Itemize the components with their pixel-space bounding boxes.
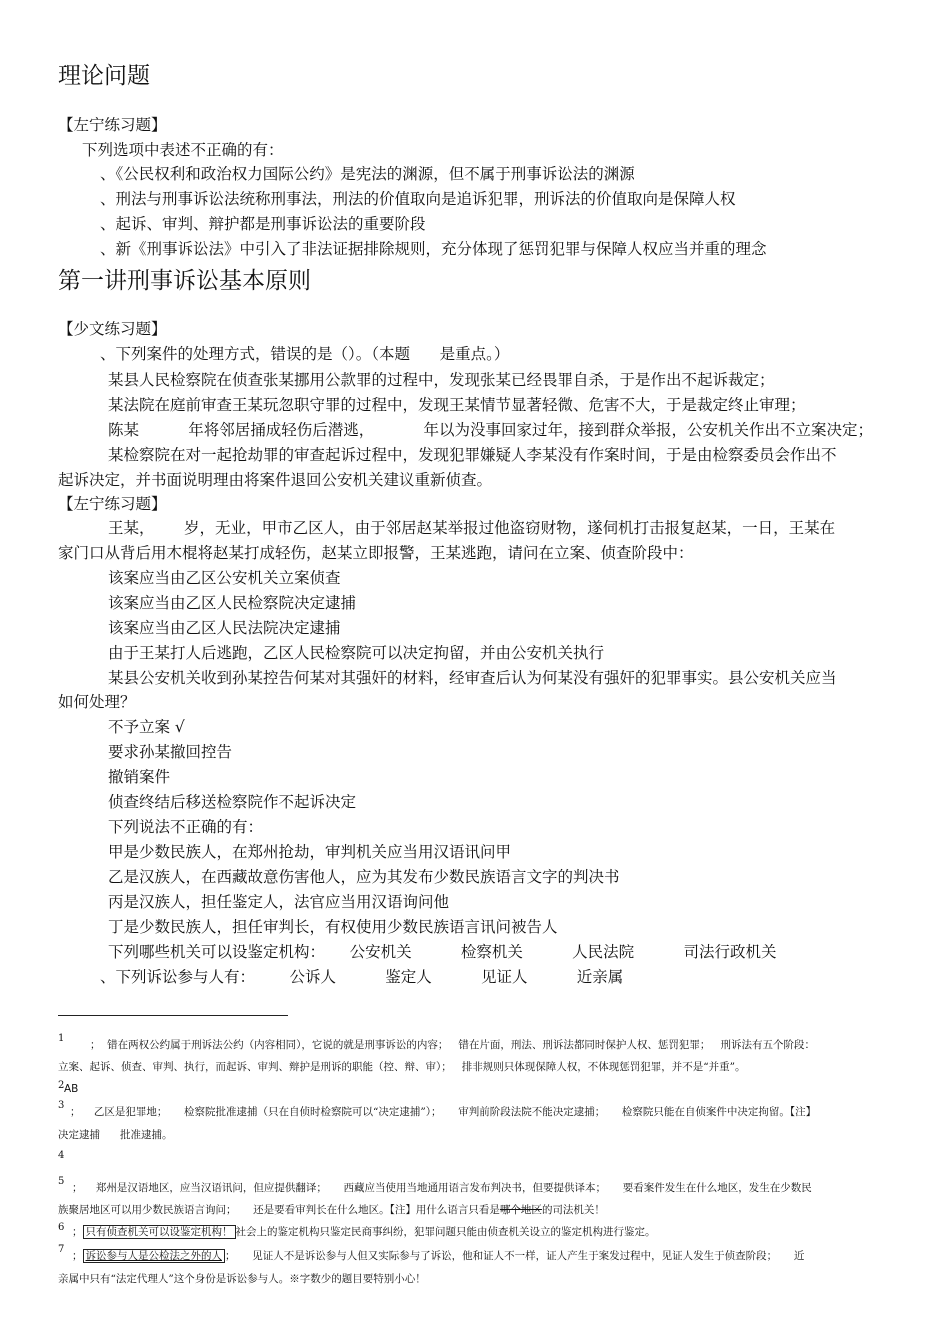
question-text: 、下列案件的处理方式，错误的是（）。（本题 是重点。） xyxy=(100,345,510,363)
footnote-text: ； xyxy=(72,1226,83,1238)
option-line: 撤销案件 xyxy=(108,768,171,786)
option-line: 乙是汉族人，在西藏故意伤害他人，应为其发布少数民族语言文字的判决书 xyxy=(108,868,620,886)
section-title-lecture-1: 第一讲刑事诉讼基本原则 xyxy=(58,268,311,294)
exercise-tag: 【左宁练习题】 xyxy=(58,495,167,513)
footnote-text-line xyxy=(72,1249,804,1263)
footnote-text-line xyxy=(72,1225,656,1239)
question-text: 王某， 岁，无业，甲市乙区人，由于邻居赵某举报过他盗窃财物，遂伺机打击报复赵某，一日，王某在 xyxy=(108,519,836,537)
option-line: 、新《刑事诉讼法》中引入了非法证据排除规则，充分体现了惩罚犯罪与保障人权应当并重的理念 xyxy=(100,240,767,258)
struck-text: 哪个地区 xyxy=(499,1204,542,1216)
question-text-continued: 家门口从背后用木棍将赵某打成轻伤，赵某立即报警，王某逃跑，请问在立案、侦查阶段中： xyxy=(58,544,694,562)
footnote-text: ； 郑州是汉语地区，应当汉语讯问，但应提供翻译； 西藏应当使用当地通用语言发布判决书，但要提供译本； 要看案件发生在什么地区，发生在少数民 xyxy=(72,1182,812,1194)
question-text: 下列说法不正确的有： xyxy=(108,818,264,836)
footnote-text: 族聚居地区可以用少数民族语言询问； 还是要看审判长在什么地区。【注】用什么语言只看是 xyxy=(58,1204,500,1216)
option-line: 某检察院在对一起抢劫罪的审查起诉过程中，发现犯罪嫌疑人李某没有作案时间，于是由检察委员会作出不 xyxy=(108,446,837,464)
option-line: 丙是汉族人，担任鉴定人，法官应当用汉语询问他 xyxy=(108,893,450,911)
option-line: 该案应当由乙区人民检察院决定逮捕 xyxy=(108,594,357,612)
footnote-text: 决定逮捕 批准逮捕。 xyxy=(58,1129,173,1141)
footnote-text: AB xyxy=(64,1083,79,1095)
footnote-number: 4 xyxy=(58,1150,65,1161)
option-line: 该案应当由乙区人民法院决定逮捕 xyxy=(108,619,341,637)
footnote-text: 社会上的鉴定机构只鉴定民商事纠纷，犯罪问题只能由侦查机关设立的鉴定机构进行鉴定。 xyxy=(235,1226,656,1238)
option-line-continued: 起诉决定，并书面说明理由将案件退回公安机关建议重新侦查。 xyxy=(58,471,493,489)
option-line: 由于王某打人后逃跑，乙区人民检察院可以决定拘留，并由公安机关执行 xyxy=(108,644,605,662)
question-text-continued: 如何处理？ xyxy=(58,693,136,711)
footnote-number: 3 xyxy=(58,1100,65,1111)
section-title-theory: 理论问题 xyxy=(58,63,150,89)
footnote-text: 亲属中只有“法定代理人”这个身份是诉讼参与人。※字数少的题目要特别小心！ xyxy=(58,1273,426,1285)
exercise-tag: 【左宁练习题】 xyxy=(58,116,167,134)
option-line: 、起诉、审判、辩护都是刑事诉讼法的重要阶段 xyxy=(100,215,426,233)
option-line: 某县人民检察院在侦查张某挪用公款罪的过程中，发现张某已经畏罪自杀，于是作出不起诉裁定； xyxy=(108,371,775,389)
footnote-number: 5 xyxy=(58,1176,65,1187)
footnote-text: ； 错在两权公约属于刑诉法公约（内容相同），它说的就是刑事诉讼的内容； 错在片面，刑法、刑诉法都同时保护人权、惩罚犯罪； 刑诉法有五个阶段： xyxy=(90,1039,815,1051)
question-text: 下列哪些机关可以设鉴定机构： 公安机关 检察机关 人民法院 司法行政机关 xyxy=(108,943,777,961)
footnote-number: 2 xyxy=(58,1080,65,1091)
footnote-text: ； 见证人不是诉讼参与人但又实际参与了诉讼，他和证人不一样，证人产生于案发过程中，见证人发生于侦查阶段； 近 xyxy=(225,1250,805,1262)
footnote-number: 1 xyxy=(58,1033,65,1044)
boxed-text: 只有侦查机关可以设鉴定机构！ xyxy=(83,1225,236,1239)
boxed-text: 诉讼参与人是公检法之外的人 xyxy=(83,1249,226,1263)
option-line: 不予立案 √ xyxy=(108,718,185,736)
footnote-text-line xyxy=(58,1203,605,1217)
option-line: 丁是少数民族人，担任审判长，有权使用少数民族语言讯问被告人 xyxy=(108,918,558,936)
option-line: 要求孙某撤回控告 xyxy=(108,743,233,761)
option-line: 某法院在庭前审查王某玩忽职守罪的过程中，发现王某情节显著轻微、危害不大，于是裁定终止审理； xyxy=(108,396,806,414)
option-line: 该案应当由乙区公安机关立案侦查 xyxy=(108,569,341,587)
option-line: 、《公民权利和政治权力国际公约》是宪法的渊源，但不属于刑事诉讼法的渊源 xyxy=(100,165,635,183)
footnote-separator xyxy=(58,1015,288,1016)
question-text: 某县公安机关收到孙某控告何某对其强奸的材料，经审查后认为何某没有强奸的犯罪事实。县公安机关应当 xyxy=(108,669,837,687)
footnote-number: 6 xyxy=(58,1222,65,1233)
option-line: 侦查终结后移送检察院作不起诉决定 xyxy=(108,793,357,811)
option-line: 陈某 年将邻居捅成轻伤后潜逃， 年以为没事回家过年，接到群众举报，公安机关作出不立案决定； xyxy=(108,421,874,439)
question-text: 、下列诉讼参与人有： 公诉人 鉴定人 见证人 近亲属 xyxy=(100,968,624,986)
footnote-text: 的司法机关！ xyxy=(541,1204,605,1216)
exercise-tag: 【少文练习题】 xyxy=(58,320,167,338)
footnote-text: 立案、起诉、侦查、审判、执行，而起诉、审判、辩护是刑诉的职能（控、辩、审）； 排非规则只体现保障人权，不体现惩罚犯罪，并不是“并重”。 xyxy=(58,1061,746,1073)
question-text: 下列选项中表述不正确的有： xyxy=(82,141,284,159)
option-line: 甲是少数民族人，在郑州抢劫，审判机关应当用汉语讯问甲 xyxy=(108,843,512,861)
footnote-text: ； xyxy=(72,1250,83,1262)
option-line: 、刑法与刑事诉讼法统称刑事法，刑法的价值取向是追诉犯罪，刑诉法的价值取向是保障人权 xyxy=(100,190,736,208)
footnote-number: 7 xyxy=(58,1244,65,1255)
footnote-text: ； 乙区是犯罪地； 检察院批准逮捕（只在自侦时检察院可以“决定逮捕”）； 审判前阶段法院不能决定逮捕； 检察院只能在自侦案件中决定拘留。【注】 xyxy=(70,1106,817,1118)
